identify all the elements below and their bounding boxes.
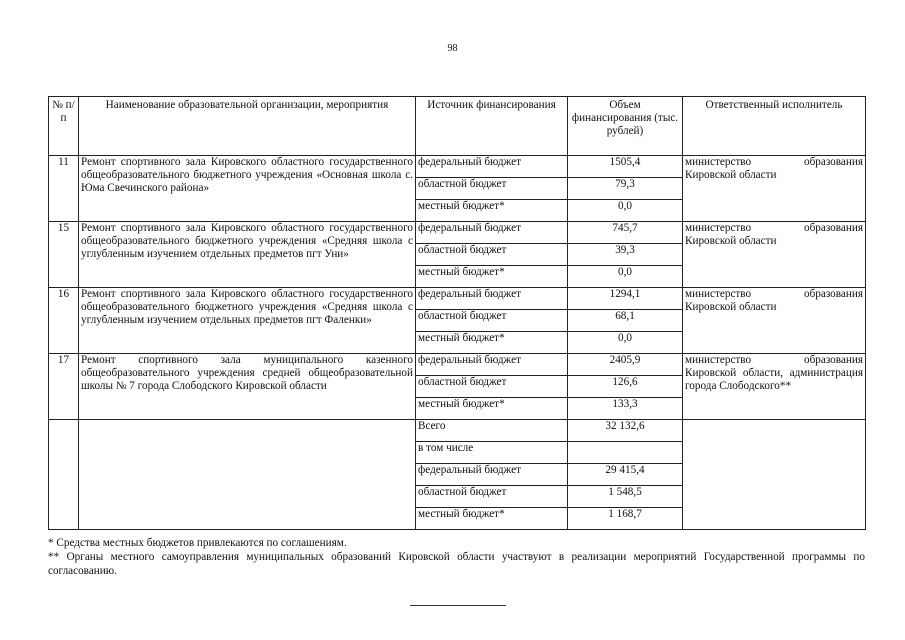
funding-source: местный бюджет*: [416, 266, 568, 288]
funding-table: [48, 96, 866, 530]
row-number: 11: [49, 156, 79, 222]
executor: министерство образования Кировской области: [683, 156, 866, 222]
totals-source: Всего: [416, 420, 568, 442]
funding-amount: 39,3: [568, 244, 683, 266]
row-number: 15: [49, 222, 79, 288]
totals-source: местный бюджет*: [416, 508, 568, 530]
funding-amount: 0,0: [568, 266, 683, 288]
header-source: Источник финансирования: [416, 97, 568, 156]
totals-amount: 1 168,7: [568, 508, 683, 530]
funding-source: местный бюджет*: [416, 200, 568, 222]
table-header-row: [49, 97, 866, 156]
totals-source: в том числе: [416, 442, 568, 464]
funding-source: федеральный бюджет: [416, 354, 568, 376]
measure-name: Ремонт спортивного зала Кировского областного государственного общеобразовательного бюджетного учреждения «Средняя школа с углубленным изучением отдельных предметов пгт Фаленки»: [79, 288, 416, 354]
funding-amount: 0,0: [568, 332, 683, 354]
funding-source: областной бюджет: [416, 310, 568, 332]
funding-source: местный бюджет*: [416, 332, 568, 354]
funding-source: местный бюджет*: [416, 398, 568, 420]
funding-amount: 133,3: [568, 398, 683, 420]
funding-source: федеральный бюджет: [416, 288, 568, 310]
row-number: 17: [49, 354, 79, 420]
funding-source: федеральный бюджет: [416, 222, 568, 244]
bottom-divider: [410, 605, 506, 606]
executor: министерство образования Кировской области, администрация города Слободского**: [683, 354, 866, 420]
totals-amount: 32 132,6: [568, 420, 683, 442]
totals-blank-executor: [683, 420, 866, 530]
executor: министерство образования Кировской области: [683, 222, 866, 288]
funding-amount: 1505,4: [568, 156, 683, 178]
totals-blank-no: [49, 420, 79, 530]
header-no: № п/п: [49, 97, 79, 156]
totals-amount: 29 415,4: [568, 464, 683, 486]
funding-source: областной бюджет: [416, 178, 568, 200]
table-row: [49, 222, 866, 244]
funding-source: областной бюджет: [416, 244, 568, 266]
table-row: [49, 354, 866, 376]
executor: министерство образования Кировской области: [683, 288, 866, 354]
funding-source: федеральный бюджет: [416, 156, 568, 178]
table-row: [49, 288, 866, 310]
table-row: [49, 156, 866, 178]
funding-amount: 745,7: [568, 222, 683, 244]
funding-amount: 2405,9: [568, 354, 683, 376]
header-name: Наименование образовательной организации, мероприятия: [79, 97, 416, 156]
funding-amount: 1294,1: [568, 288, 683, 310]
page-number: 98: [447, 43, 458, 54]
totals-row: [49, 420, 866, 442]
footnote-local-government: ** Органы местного самоуправления муниципальных образований Кировской области участвуют в реализации мероприятий Государственной программы по согласованию.: [48, 551, 865, 577]
funding-source: областной бюджет: [416, 376, 568, 398]
funding-amount: 68,1: [568, 310, 683, 332]
totals-source: областной бюджет: [416, 486, 568, 508]
footnote-local-budgets: * Средства местных бюджетов привлекаются по соглашениям.: [48, 537, 347, 549]
totals-amount: 1 548,5: [568, 486, 683, 508]
funding-amount: 0,0: [568, 200, 683, 222]
measure-name: Ремонт спортивного зала Кировского областного государственного общеобразовательного бюджетного учреждения «Средняя школа с углубленным изучением отдельных предметов пгт Уни»: [79, 222, 416, 288]
measure-name: Ремонт спортивного зала муниципального казенного общеобразовательного учреждения средней общеобразовательной школы № 7 города Слободского Кировской области: [79, 354, 416, 420]
header-executor: Ответственный исполнитель: [683, 97, 866, 156]
totals-blank-name: [79, 420, 416, 530]
funding-amount: 126,6: [568, 376, 683, 398]
footnotes: [48, 536, 865, 578]
totals-amount: [568, 442, 683, 464]
header-amount: Объем финансирования (тыс. рублей): [568, 97, 683, 156]
row-number: 16: [49, 288, 79, 354]
measure-name: Ремонт спортивного зала Кировского областного государственного общеобразовательного бюджетного учреждения «Основная школа с. Юма Свечинского района»: [79, 156, 416, 222]
totals-source: федеральный бюджет: [416, 464, 568, 486]
funding-amount: 79,3: [568, 178, 683, 200]
